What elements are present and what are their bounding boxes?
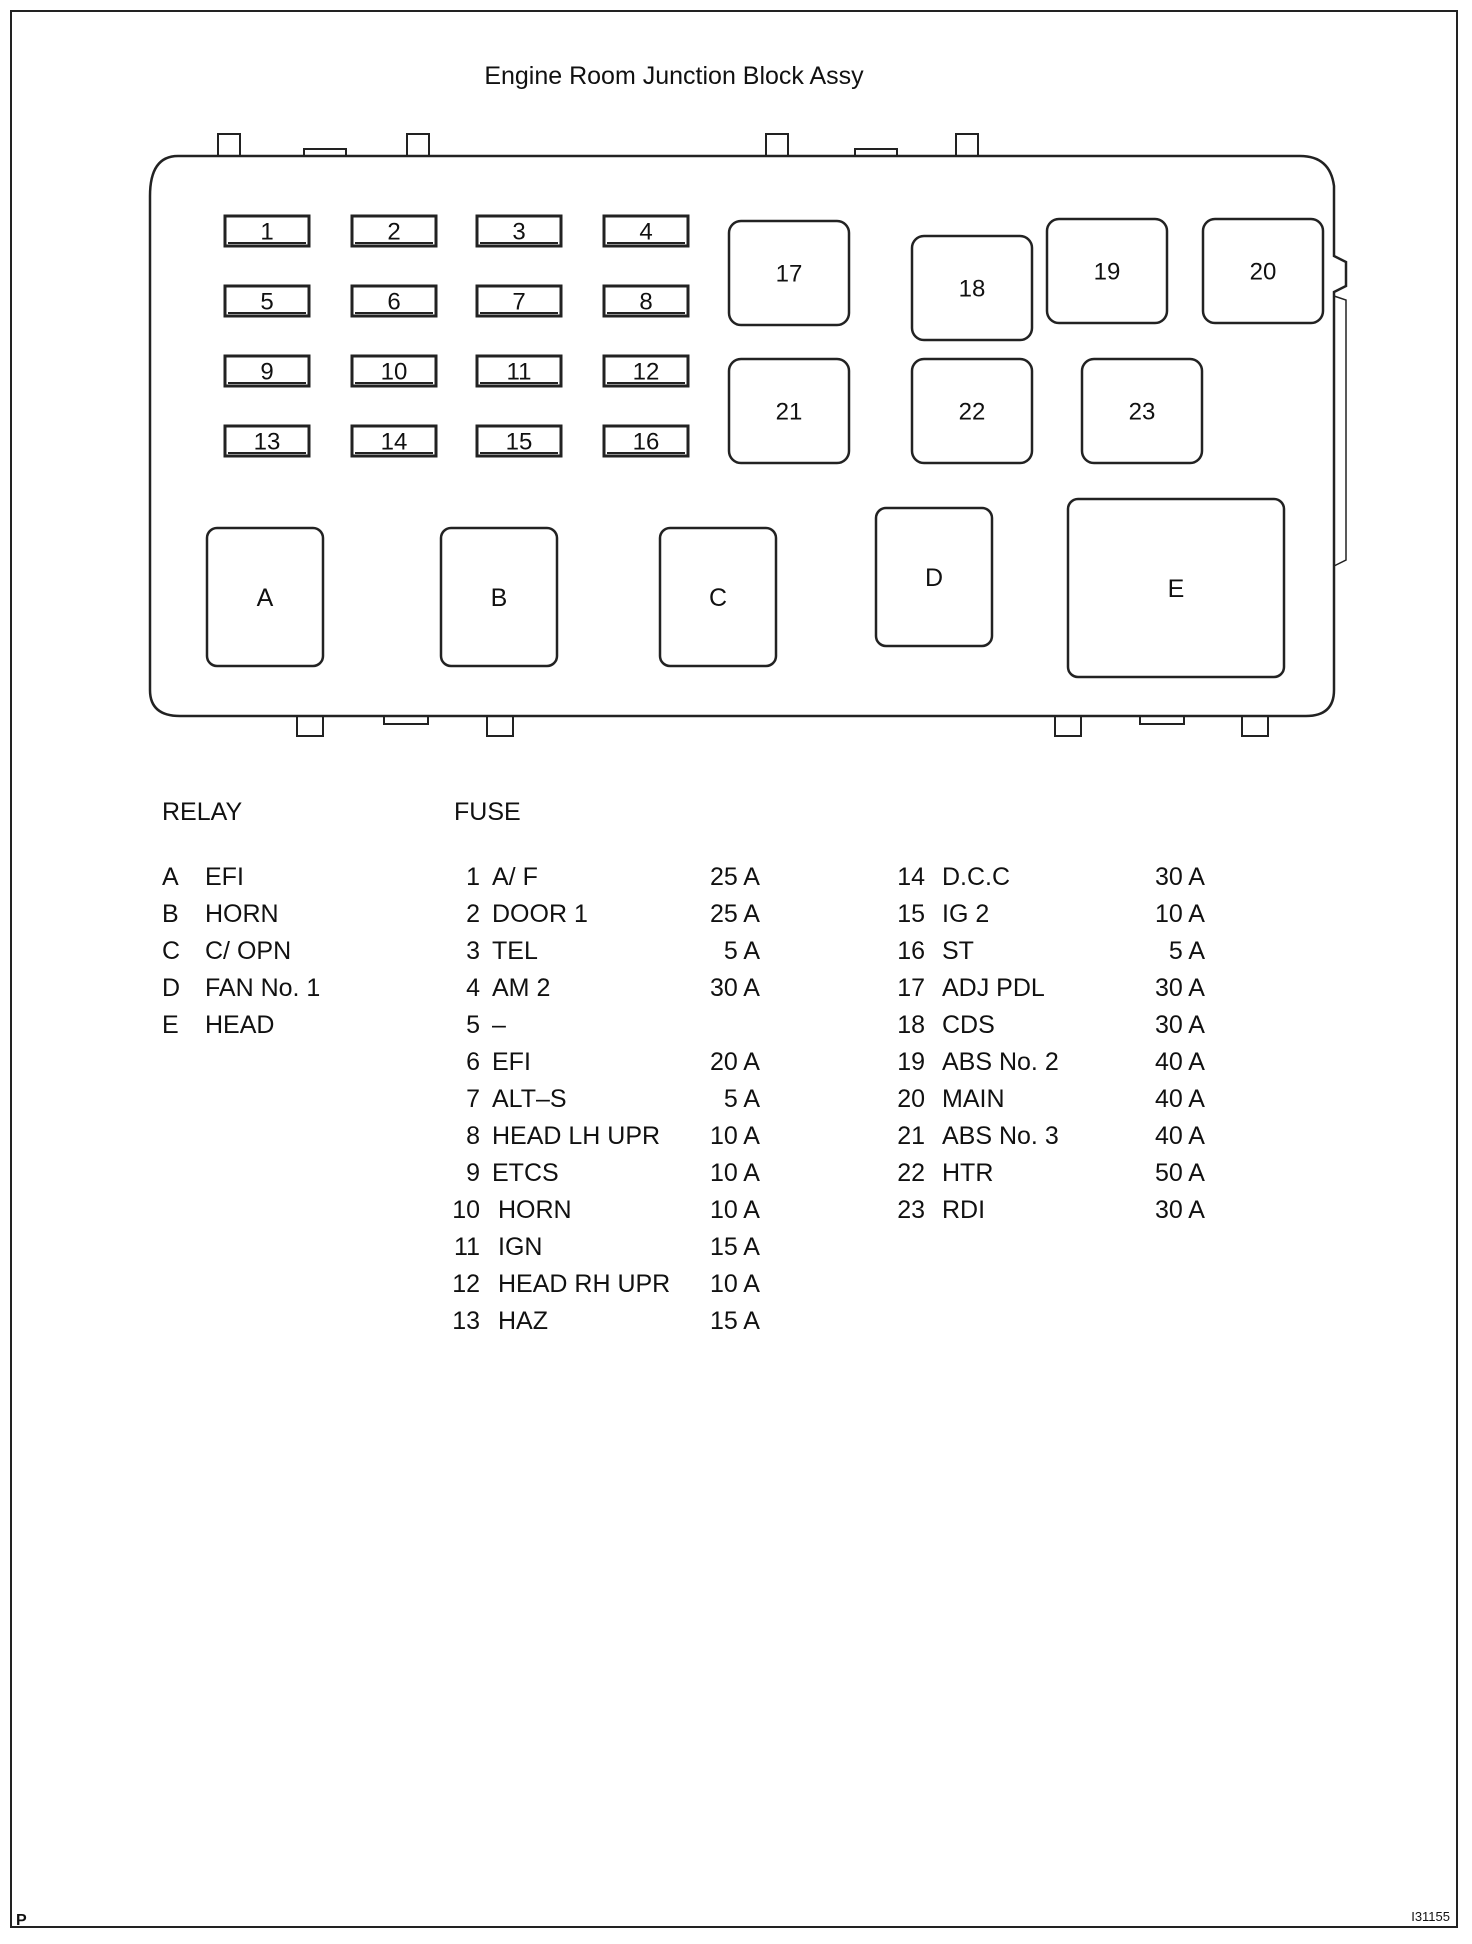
relay-id: C (162, 937, 181, 965)
fuse-slot-3-label: 3 (512, 218, 526, 246)
fuse-slot-4-label: 4 (639, 218, 653, 246)
fuse-name: IG 2 (942, 900, 990, 928)
fuse-slot-18 (912, 236, 1032, 340)
fuse-name: HEAD RH UPR (498, 1270, 671, 1298)
fuse-slot-11-label: 11 (506, 358, 532, 386)
fuse-slot-15 (477, 426, 561, 456)
fuse-number: 14 (897, 863, 925, 891)
fuse-number: 13 (452, 1307, 480, 1335)
fuse-slot-7 (477, 286, 561, 316)
fuse-name: AM 2 (492, 974, 551, 1002)
fuse-name: ETCS (492, 1159, 559, 1187)
fuse-amperage: 40 A (1154, 1122, 1205, 1150)
fuse-name: ALT–S (492, 1085, 567, 1113)
fuse-amperage: 20 A (709, 1048, 760, 1076)
figure-id: I31155 (1411, 1909, 1450, 1924)
fuse-slot-13-label: 13 (253, 428, 281, 456)
fuse-number: 10 (452, 1196, 480, 1224)
fuse-number: 7 (466, 1085, 480, 1113)
fuse-slot-14-label: 14 (380, 428, 408, 456)
fuse-slot-12-label: 12 (632, 358, 660, 386)
fuse-slot-5-label: 5 (260, 288, 274, 316)
fuse-amperage: 30 A (1154, 974, 1205, 1002)
fuse-number: 20 (897, 1085, 925, 1113)
fuse-number: 21 (897, 1122, 925, 1150)
fuse-slot-7-label: 7 (512, 288, 526, 316)
fuse-number: 3 (466, 937, 480, 965)
fuse-heading: FUSE (454, 798, 521, 826)
fuse-name: HORN (498, 1196, 572, 1224)
fuse-number: 11 (454, 1233, 480, 1261)
fuse-amperage: 10 A (709, 1122, 760, 1150)
fuse-slot-19-label: 19 (1093, 258, 1121, 286)
fuse-slot-1 (225, 216, 309, 246)
fuse-name: A/ F (492, 863, 538, 891)
fuse-slot-10-label: 10 (380, 358, 408, 386)
fuse-slot-15-label: 15 (505, 428, 533, 456)
relay-name: FAN No. 1 (205, 974, 321, 1002)
footer-left-mark: P (16, 1912, 27, 1929)
fuse-name: ST (942, 937, 974, 965)
fuse-amperage: 25 A (709, 863, 760, 891)
fuse-amperage: 10 A (709, 1196, 760, 1224)
fuse-amperage: 5 A (723, 937, 760, 965)
fuse-slot-5 (225, 286, 309, 316)
fuse-slot-22-label: 22 (958, 398, 986, 426)
fuse-name: ABS No. 3 (942, 1122, 1059, 1150)
fuse-slot-3 (477, 216, 561, 246)
relay-name: HEAD (205, 1011, 275, 1039)
fuse-name: HEAD LH UPR (492, 1122, 661, 1150)
fuse-name: D.C.C (942, 863, 1011, 891)
fuse-amperage: 50 A (1154, 1159, 1205, 1187)
fuse-number: 19 (897, 1048, 925, 1076)
fuse-slot-10 (352, 356, 436, 386)
relay-heading: RELAY (162, 798, 243, 826)
fuse-slot-19 (1047, 219, 1167, 323)
relay-slot-B-label: B (490, 584, 508, 612)
fuse-name: IGN (498, 1233, 543, 1261)
fuse-slot-17-label: 17 (775, 260, 803, 288)
relay-name: C/ OPN (205, 937, 292, 965)
fuse-slot-2-label: 2 (387, 218, 401, 246)
fuse-slot-6-label: 6 (387, 288, 401, 316)
fuse-name: EFI (492, 1048, 531, 1076)
fuse-slot-12 (604, 356, 688, 386)
junction-block-diagram (0, 0, 1472, 760)
fuse-name: ADJ PDL (942, 974, 1045, 1002)
fuse-name: DOOR 1 (492, 900, 588, 928)
fuse-amperage: 40 A (1154, 1048, 1205, 1076)
fuse-slot-21-label: 21 (775, 398, 803, 426)
fuse-amperage: 10 A (709, 1159, 760, 1187)
relay-slot-A (207, 528, 323, 666)
fuse-slot-2 (352, 216, 436, 246)
fuse-amperage: 10 A (709, 1270, 760, 1298)
fuse-name: ABS No. 2 (942, 1048, 1059, 1076)
fuse-amperage: 15 A (709, 1307, 760, 1335)
fuse-number: 12 (452, 1270, 480, 1298)
fuse-slot-9-label: 9 (260, 358, 274, 386)
relay-slot-D (876, 508, 992, 646)
fuse-name: MAIN (942, 1085, 1005, 1113)
fuse-slot-16 (604, 426, 688, 456)
fuse-slot-18-label: 18 (958, 275, 986, 303)
fuse-slot-23-label: 23 (1128, 398, 1156, 426)
fuse-number: 4 (466, 974, 480, 1002)
fuse-amperage: 5 A (1168, 937, 1205, 965)
fuse-name: CDS (942, 1011, 995, 1039)
fuse-name: TEL (492, 937, 538, 965)
fuse-number: 1 (466, 863, 480, 891)
fuse-number: 15 (897, 900, 925, 928)
fuse-slot-11 (477, 356, 561, 386)
fuse-slot-23 (1082, 359, 1202, 463)
fuse-name: HAZ (498, 1307, 548, 1335)
relay-name: EFI (205, 863, 244, 891)
fuse-number: 22 (897, 1159, 925, 1187)
relay-id: E (162, 1011, 179, 1039)
fuse-name: RDI (942, 1196, 986, 1224)
fuse-name: – (492, 1011, 506, 1039)
fuse-number: 8 (466, 1122, 480, 1150)
relay-slot-A-label: A (256, 584, 274, 612)
fuse-slot-20-label: 20 (1249, 258, 1277, 286)
fuse-number: 17 (897, 974, 925, 1002)
fuse-number: 23 (897, 1196, 925, 1224)
relay-id: A (162, 863, 179, 891)
fuse-amperage: 15 A (709, 1233, 760, 1261)
relay-slot-C (660, 528, 776, 666)
fuse-name: HTR (942, 1159, 994, 1187)
fuse-amperage: 30 A (1154, 1011, 1205, 1039)
fuse-amperage: 30 A (1154, 863, 1205, 891)
relay-id: B (162, 900, 179, 928)
fuse-slot-8-label: 8 (639, 288, 653, 316)
fuse-number: 5 (466, 1011, 480, 1039)
fuse-slot-21 (729, 359, 849, 463)
fuse-amperage: 10 A (1154, 900, 1205, 928)
relay-slot-B (441, 528, 557, 666)
fuse-slot-1-label: 1 (260, 218, 274, 246)
fuse-amperage: 30 A (709, 974, 760, 1002)
fuse-slot-16-label: 16 (632, 428, 660, 456)
fuse-amperage: 30 A (1154, 1196, 1205, 1224)
relay-slot-E (1068, 499, 1284, 677)
fuse-slot-22 (912, 359, 1032, 463)
relay-name: HORN (205, 900, 279, 928)
fuse-slot-14 (352, 426, 436, 456)
relay-slot-C-label: C (708, 584, 728, 612)
fuse-number: 2 (466, 900, 480, 928)
fuse-number: 6 (466, 1048, 480, 1076)
fuse-slot-9 (225, 356, 309, 386)
fuse-amperage: 40 A (1154, 1085, 1205, 1113)
fuse-number: 9 (466, 1159, 480, 1187)
relay-slot-D-label: D (924, 564, 944, 592)
fuse-slot-6 (352, 286, 436, 316)
fuse-amperage: 5 A (723, 1085, 760, 1113)
fuse-slot-8 (604, 286, 688, 316)
relay-slot-E-label: E (1167, 575, 1185, 603)
relay-id: D (162, 974, 181, 1002)
fuse-slot-4 (604, 216, 688, 246)
diagram-title: Engine Room Junction Block Assy (484, 62, 864, 90)
fuse-number: 16 (897, 937, 925, 965)
fuse-slot-20 (1203, 219, 1323, 323)
fuse-number: 18 (897, 1011, 925, 1039)
fuse-slot-13 (225, 426, 309, 456)
fuse-slot-17 (729, 221, 849, 325)
fuse-amperage: 25 A (709, 900, 760, 928)
